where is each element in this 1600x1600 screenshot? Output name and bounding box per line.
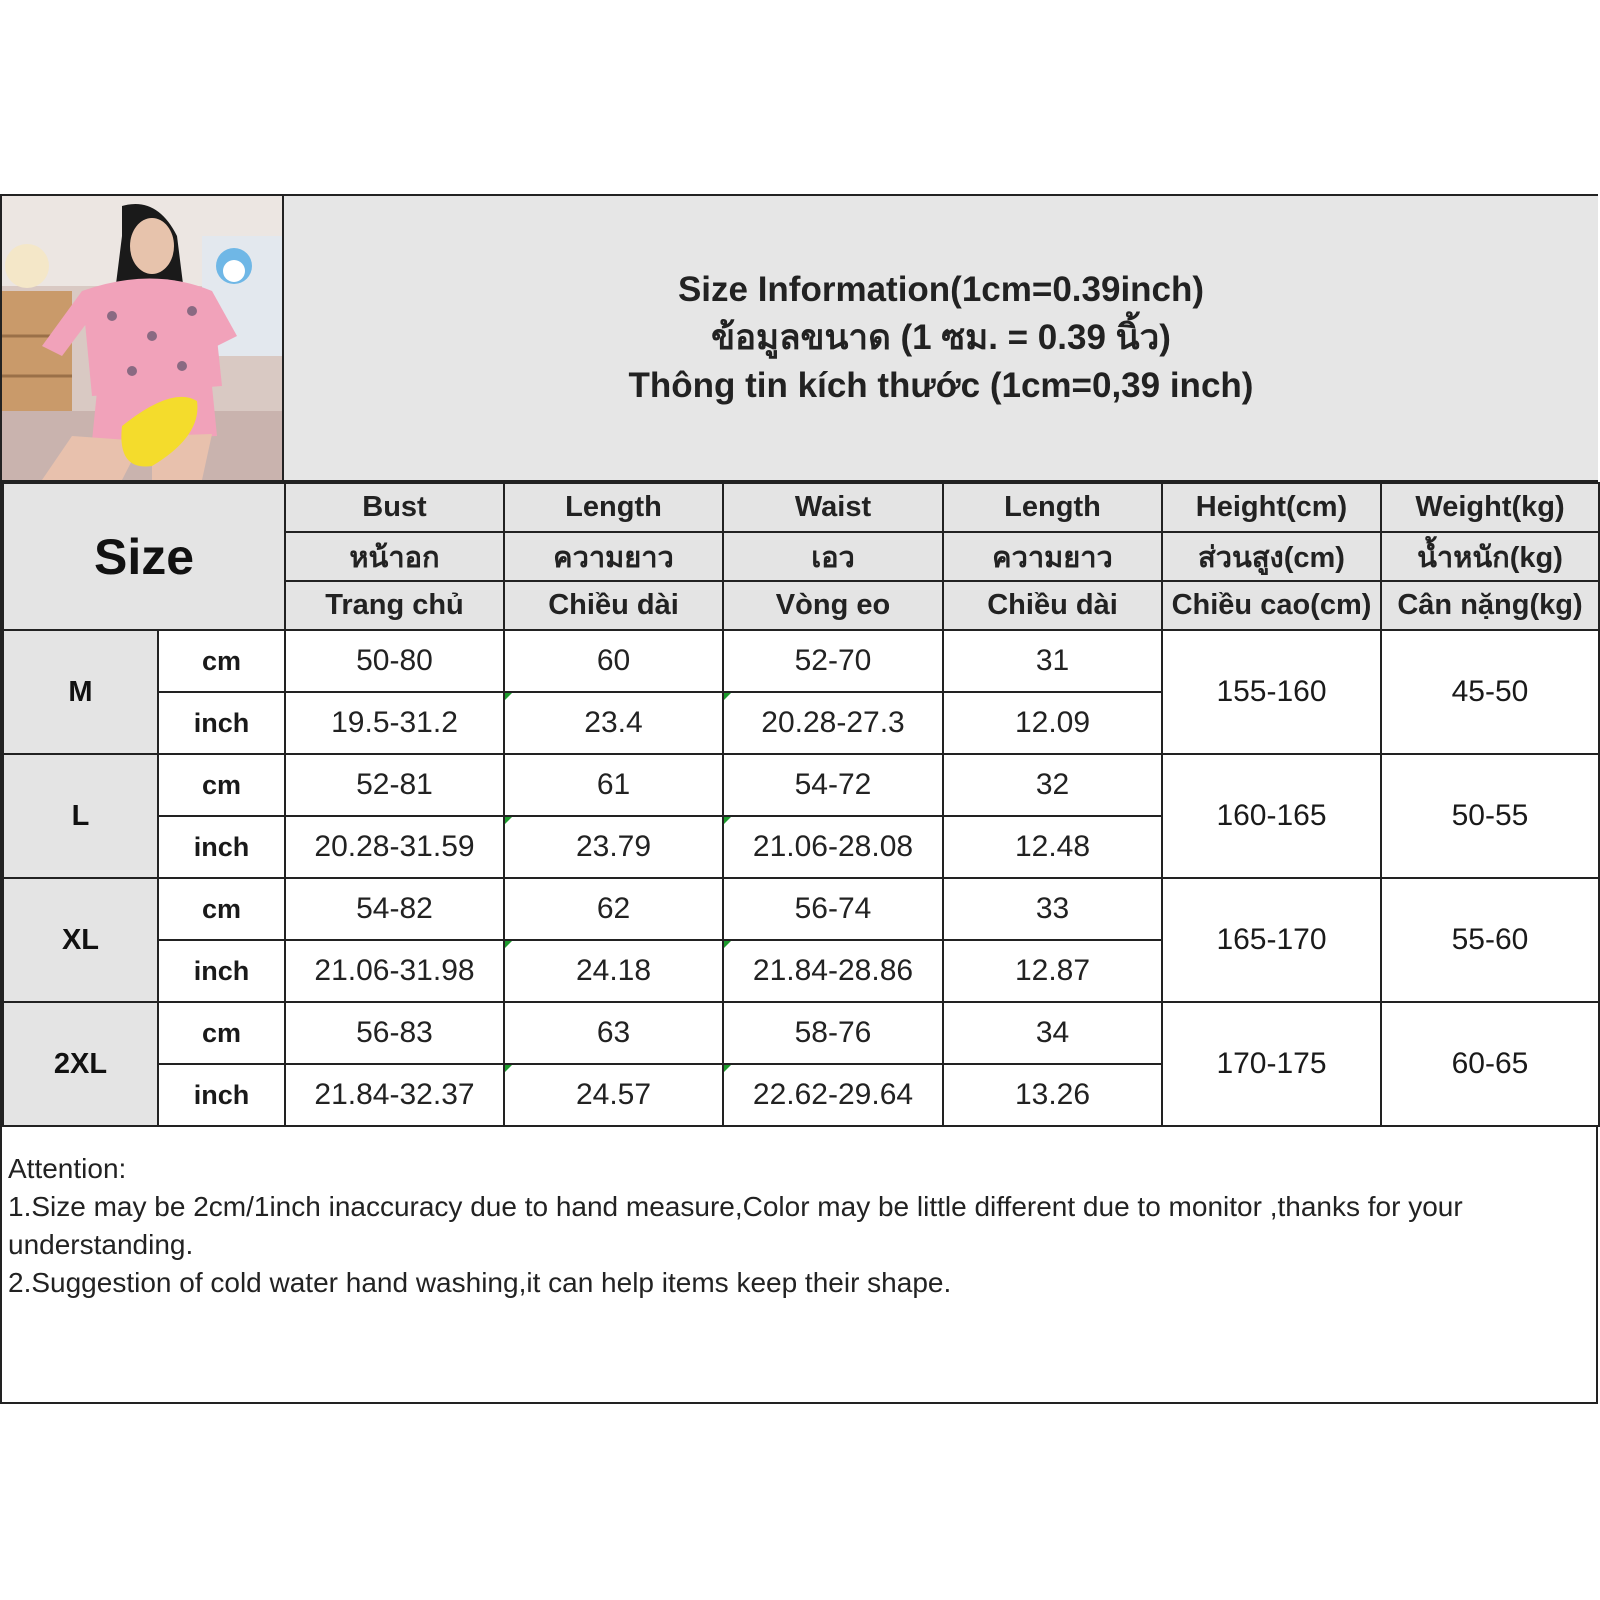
col-header-length-en: Length [504,483,723,532]
length2-cm: 32 [943,754,1162,816]
weight-cell: 60-65 [1381,1002,1599,1126]
length-cm: 61 [504,754,723,816]
table-row [3,878,1599,940]
col-header-length2-en: Length [943,483,1162,532]
col-header-length-vi: Chiều dài [504,581,723,630]
model-photo-image [2,196,282,480]
length2-cm: 34 [943,1002,1162,1064]
height-cell: 155-160 [1162,630,1381,754]
title-thai: ข้อมูลขนาด (1 ซม. = 0.39 นิ้ว) [711,318,1171,357]
title-panel [284,196,1598,482]
col-header-waist-en: Waist [723,483,943,532]
notes-item-2: 2.Suggestion of cold water hand washing,it can help items keep their shape. [8,1267,952,1298]
length-cm: 60 [504,630,723,692]
col-header-bust-vi: Trang chủ [285,581,504,630]
size-cell-l: L [3,754,158,878]
title-english: Size Information(1cm=0.39inch) [677,270,1205,309]
length-inch: 24.18 [504,940,723,1002]
bust-inch: 20.28-31.59 [285,816,504,878]
bust-inch: 21.84-32.37 [285,1064,504,1126]
unit-cm: cm [158,754,285,816]
unit-inch: inch [158,816,285,878]
size-cell-xl: XL [3,878,158,1002]
length2-inch: 12.87 [943,940,1162,1002]
waist-inch: 22.62-29.64 [723,1064,943,1126]
height-cell: 170-175 [1162,1002,1381,1126]
size-cell-m: M [3,630,158,754]
weight-cell: 45-50 [1381,630,1599,754]
unit-cm: cm [158,630,285,692]
table-row [3,754,1599,816]
weight-cell: 50-55 [1381,754,1599,878]
bust-inch: 19.5-31.2 [285,692,504,754]
unit-inch: inch [158,940,285,1002]
size-header: Size [3,483,285,630]
weight-cell: 55-60 [1381,878,1599,1002]
col-header-weight-th: น้ำหนัก(kg) [1381,532,1599,581]
notes-item-1: 1.Size may be 2cm/1inch inaccuracy due to hand measure,Color may be little different due to monitor ,thanks for your understanding. [8,1191,1463,1260]
length-inch: 23.4 [504,692,723,754]
height-cell: 165-170 [1162,878,1381,1002]
col-header-weight-vi: Cân nặng(kg) [1381,581,1599,630]
waist-cm: 56-74 [723,878,943,940]
col-header-length-th: ความยาว [504,532,723,581]
length2-cm: 33 [943,878,1162,940]
size-cell-2xl: 2XL [3,1002,158,1126]
notes-heading: Attention: [8,1153,127,1184]
size-chart [0,194,1598,1404]
waist-inch: 20.28-27.3 [723,692,943,754]
col-header-height-vi: Chiều cao(cm) [1162,581,1381,630]
size-table [2,482,1600,1127]
col-header-height-en: Height(cm) [1162,483,1381,532]
waist-inch: 21.84-28.86 [723,940,943,1002]
waist-cm: 58-76 [723,1002,943,1064]
length2-inch: 13.26 [943,1064,1162,1126]
height-cell: 160-165 [1162,754,1381,878]
length-inch: 24.57 [504,1064,723,1126]
col-header-length2-th: ความยาว [943,532,1162,581]
length2-cm: 31 [943,630,1162,692]
col-header-bust-th: หน้าอก [285,532,504,581]
bust-cm: 56-83 [285,1002,504,1064]
title-vietnamese: Thông tin kích thước (1cm=0,39 inch) [628,366,1254,405]
waist-inch: 21.06-28.08 [723,816,943,878]
col-header-bust-en: Bust [285,483,504,532]
length-cm: 63 [504,1002,723,1064]
length2-inch: 12.48 [943,816,1162,878]
table-row [3,630,1599,692]
col-header-waist-vi: Vòng eo [723,581,943,630]
bust-cm: 54-82 [285,878,504,940]
table-row [3,1002,1599,1064]
unit-inch: inch [158,692,285,754]
unit-cm: cm [158,878,285,940]
header-row-english [3,483,1599,532]
bust-cm: 52-81 [285,754,504,816]
unit-cm: cm [158,1002,285,1064]
waist-cm: 54-72 [723,754,943,816]
col-header-length2-vi: Chiều dài [943,581,1162,630]
length-inch: 23.79 [504,816,723,878]
col-header-height-th: ส่วนสูง(cm) [1162,532,1381,581]
length2-inch: 12.09 [943,692,1162,754]
waist-cm: 52-70 [723,630,943,692]
product-photo [2,196,284,482]
unit-inch: inch [158,1064,285,1126]
length-cm: 62 [504,878,723,940]
attention-notes [2,1144,1598,1402]
bust-cm: 50-80 [285,630,504,692]
bust-inch: 21.06-31.98 [285,940,504,1002]
col-header-weight-en: Weight(kg) [1381,483,1599,532]
col-header-waist-th: เอว [723,532,943,581]
